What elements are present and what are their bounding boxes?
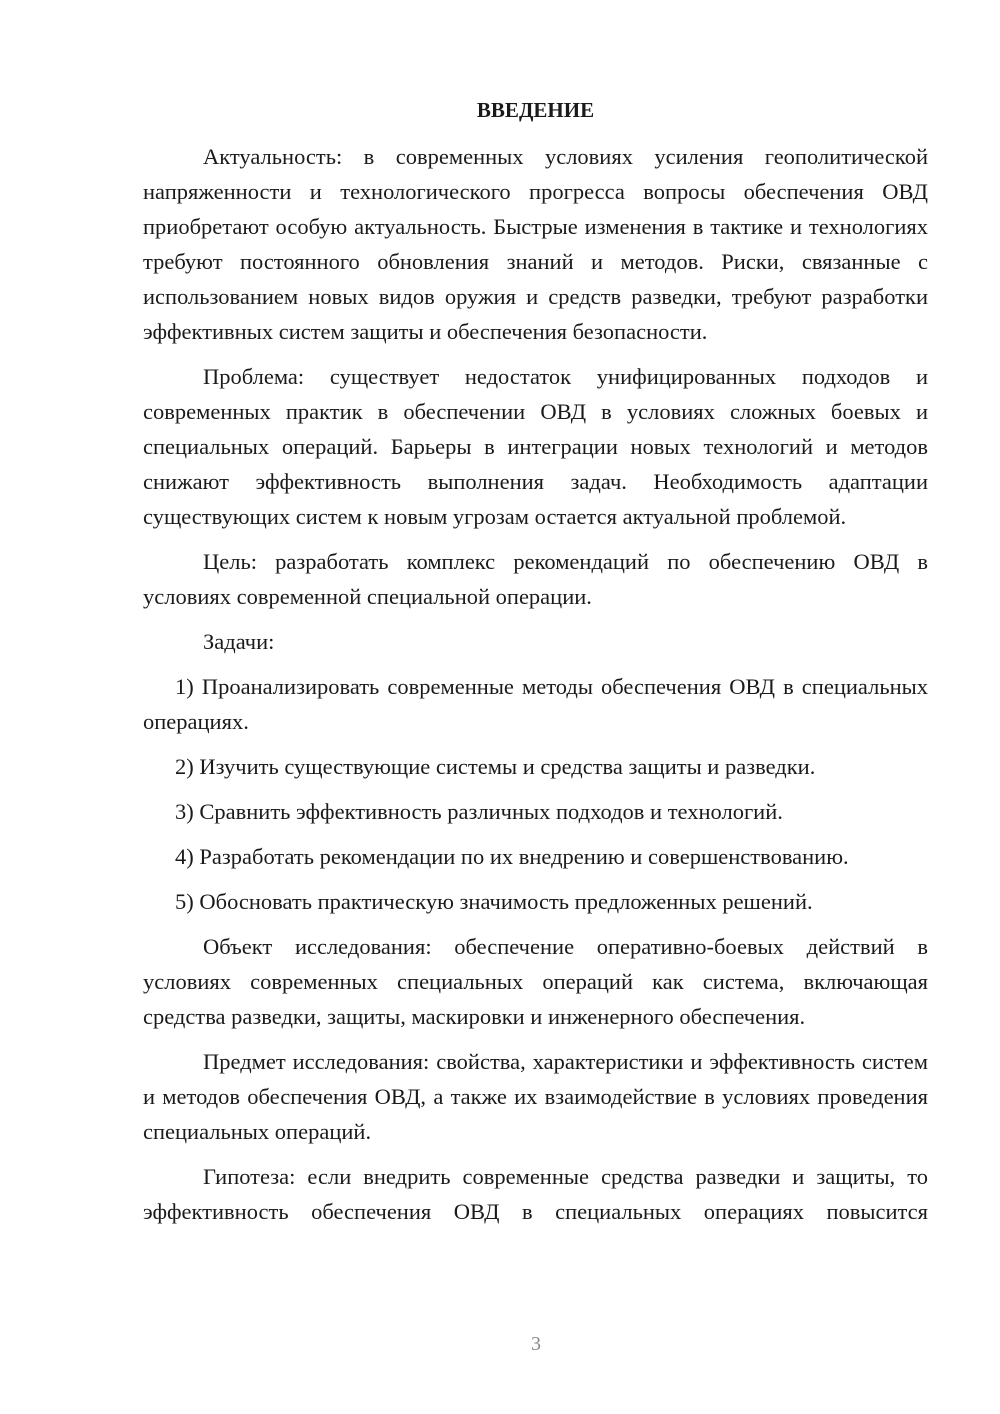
page-content	[143, 94, 928, 1229]
paragraph-hypothesis: Гипотеза: если внедрить современные средства разведки и защиты, то эффективность обеспечения ОВД в специальных операциях повысится	[143, 1164, 928, 1224]
page-number: 3	[531, 1333, 541, 1355]
paragraph-object: Объект исследования: обеспечение оперативно-боевых действий в условиях современных специальных операций как система, включающая средства разведки, защиты, маскировки и инженерного обеспечения.	[143, 934, 928, 1029]
paragraph-relevance: Актуальность: в современных условиях усиления геополитической напряженности и технологического прогресса вопросы обеспечения ОВД приобретают особую актуальность. Быстрые изменения в тактике и технологиях требуют постоянного обновления знаний и методов. Риски, связанные с использованием новых видов оружия и средств разведки, требуют разработки эффективных систем защиты и обеспечения безопасности.	[143, 144, 928, 344]
paragraph-goal: Цель: разработать комплекс рекомендаций по обеспечению ОВД в условиях современной специальной операции.	[143, 549, 928, 609]
task-item-3: 3) Сравнить эффективность различных подходов и технологий.	[175, 799, 783, 824]
task-item-1: 1) Проанализировать современные методы обеспечения ОВД в специальных операциях.	[143, 674, 928, 734]
paragraph-problem: Проблема: существует недостаток унифицированных подходов и современных практик в обеспечении ОВД в условиях сложных боевых и специальных операций. Барьеры в интеграции новых технологий и методов снижают эффективность выполнения задач. Необходимость адаптации существующих систем к новым угрозам остается актуальной проблемой.	[143, 364, 928, 529]
section-title: ВВЕДЕНИЕ	[476, 98, 595, 122]
task-item-4: 4) Разработать рекомендации по их внедрению и совершенствованию.	[175, 844, 849, 869]
paragraph-subject: Предмет исследования: свойства, характеристики и эффективность систем и методов обеспечения ОВД, а также их взаимодействие в условиях проведения специальных операций.	[143, 1049, 928, 1144]
tasks-label: Задачи:	[203, 629, 275, 654]
task-item-5: 5) Обосновать практическую значимость предложенных решений.	[175, 889, 813, 914]
task-item-2: 2) Изучить существующие системы и средства защиты и разведки.	[175, 754, 816, 779]
